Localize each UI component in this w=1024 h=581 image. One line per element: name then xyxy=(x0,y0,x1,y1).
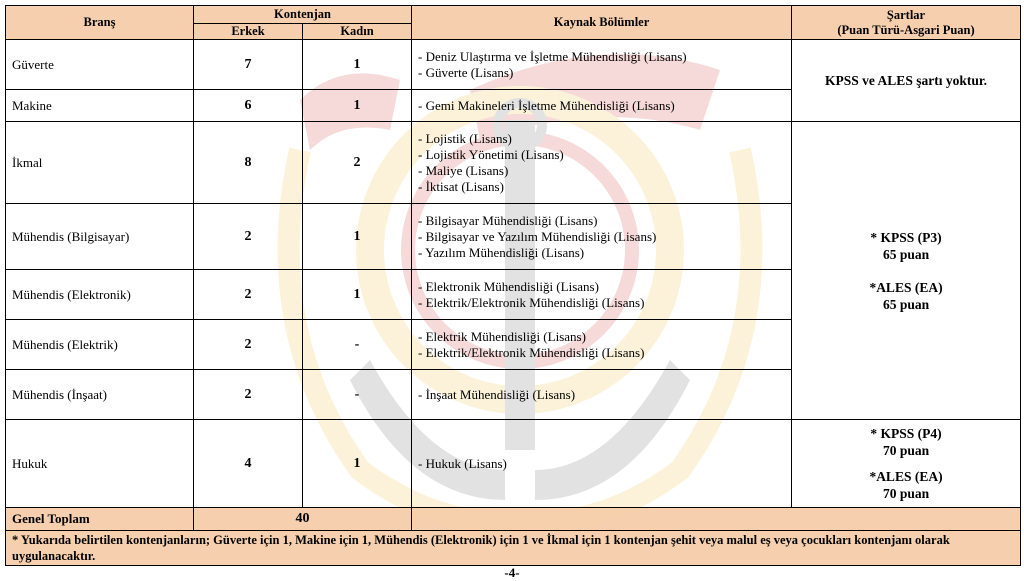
requirement-line: * KPSS (P4) xyxy=(870,426,942,441)
kaynak-item: - Gemi Makineleri İşletme Mühendisliği (Lisans) xyxy=(418,97,675,113)
requirement-kpss-p3 xyxy=(792,122,1021,420)
kaynak-item: - Lojistik (Lisans) xyxy=(418,130,512,146)
row-brans: Mühendis (İnşaat) xyxy=(6,370,194,420)
header-sartlar xyxy=(792,6,1021,40)
header-erkek: Erkek xyxy=(194,24,303,40)
requirement-line: 65 puan xyxy=(882,246,930,262)
row-brans: Makine xyxy=(6,90,194,122)
row-erkek: 2 xyxy=(194,270,303,320)
row-kadin: - xyxy=(303,370,412,420)
kaynak-item: - Elektrik/Elektronik Mühendisliği (Lisans) xyxy=(418,344,645,360)
table-row xyxy=(6,420,1021,508)
requirement-line: *ALES (EA) xyxy=(869,279,943,295)
row-kaynak xyxy=(412,122,792,204)
kaynak-item: - Elektronik Mühendisliği (Lisans) xyxy=(418,278,599,294)
kaynak-item: - Lojistik Yönetimi (Lisans) xyxy=(418,146,564,162)
header-kaynak: Kaynak Bölümler xyxy=(412,6,792,40)
total-label: Genel Toplam xyxy=(6,508,194,531)
total-row xyxy=(6,508,1021,531)
page-number: -4- xyxy=(504,565,520,580)
header-sartlar-title: Şartlar xyxy=(886,7,926,22)
table-row xyxy=(6,122,1021,204)
quota-table xyxy=(5,5,1021,566)
kaynak-item: - İktisat (Lisans) xyxy=(418,178,504,194)
row-kaynak xyxy=(412,420,792,508)
requirement-kpss-p4 xyxy=(792,420,1021,508)
row-erkek: 2 xyxy=(194,370,303,420)
row-erkek: 4 xyxy=(194,420,303,508)
requirement-line: *ALES (EA) xyxy=(869,469,943,484)
row-kaynak xyxy=(412,270,792,320)
kaynak-item: - Elektrik/Elektronik Mühendisliği (Lisans) xyxy=(418,294,645,310)
row-brans: Hukuk xyxy=(6,420,194,508)
row-kaynak xyxy=(412,90,792,122)
header-kontenjan: Kontenjan xyxy=(194,6,412,24)
row-erkek: 6 xyxy=(194,90,303,122)
kaynak-item: - Güverte (Lisans) xyxy=(418,64,514,80)
header-brans: Branş xyxy=(6,6,194,40)
row-brans: Mühendis (Elektronik) xyxy=(6,270,194,320)
kaynak-item: - Elektrik Mühendisliği (Lisans) xyxy=(418,328,586,344)
requirement-line: * KPSS (P3) xyxy=(870,229,942,245)
kaynak-item: - Hukuk (Lisans) xyxy=(418,455,507,471)
row-kadin: - xyxy=(303,320,412,370)
row-kadin: 1 xyxy=(303,420,412,508)
row-kaynak xyxy=(412,40,792,90)
row-kadin: 1 xyxy=(303,270,412,320)
kaynak-item: - İnşaat Mühendisliği (Lisans) xyxy=(418,386,576,402)
kaynak-item: - Bilgisayar ve Yazılım Mühendisliği (Lisans) xyxy=(418,228,657,244)
row-erkek: 2 xyxy=(194,320,303,370)
footnote-row xyxy=(6,531,1021,566)
total-empty xyxy=(412,508,1021,531)
row-kadin: 2 xyxy=(303,122,412,204)
row-brans: Güverte xyxy=(6,40,194,90)
row-kaynak xyxy=(412,204,792,270)
kaynak-item: - Bilgisayar Mühendisliği (Lisans) xyxy=(418,212,598,228)
table-row xyxy=(6,40,1021,90)
row-kadin: 1 xyxy=(303,90,412,122)
row-brans: Mühendis (Bilgisayar) xyxy=(6,204,194,270)
row-kaynak xyxy=(412,320,792,370)
total-value: 40 xyxy=(194,508,412,531)
requirement-line: 65 puan xyxy=(882,296,930,312)
kaynak-item: - Deniz Ulaştırma ve İşletme Mühendisliği (Lisans) xyxy=(418,48,687,64)
requirement-line: 70 puan xyxy=(882,486,930,501)
header-sartlar-subtitle: (Puan Türü-Asgari Puan) xyxy=(837,22,975,37)
kaynak-item: - Yazılım Mühendisliği (Lisans) xyxy=(418,244,585,260)
row-brans: İkmal xyxy=(6,122,194,204)
row-erkek: 2 xyxy=(194,204,303,270)
row-kaynak xyxy=(412,370,792,420)
header-kadin: Kadın xyxy=(303,24,412,40)
row-kadin: 1 xyxy=(303,204,412,270)
requirement-line: 70 puan xyxy=(882,443,930,458)
row-kadin: 1 xyxy=(303,40,412,90)
footnote: * Yukarıda belirtilen kontenjanların; Güverte için 1, Makine için 1, Mühendis (Elektronik) için 1 ve İkmal için 1 kontenjan şehit veya malul eş veya çocukları kontenjanı olarak uygulanacaktır. xyxy=(6,531,1021,566)
kaynak-item: - Maliye (Lisans) xyxy=(418,162,509,178)
row-erkek: 7 xyxy=(194,40,303,90)
row-erkek: 8 xyxy=(194,122,303,204)
row-brans: Mühendis (Elektrik) xyxy=(6,320,194,370)
requirement-none: KPSS ve ALES şartı yoktur. xyxy=(792,40,1021,122)
